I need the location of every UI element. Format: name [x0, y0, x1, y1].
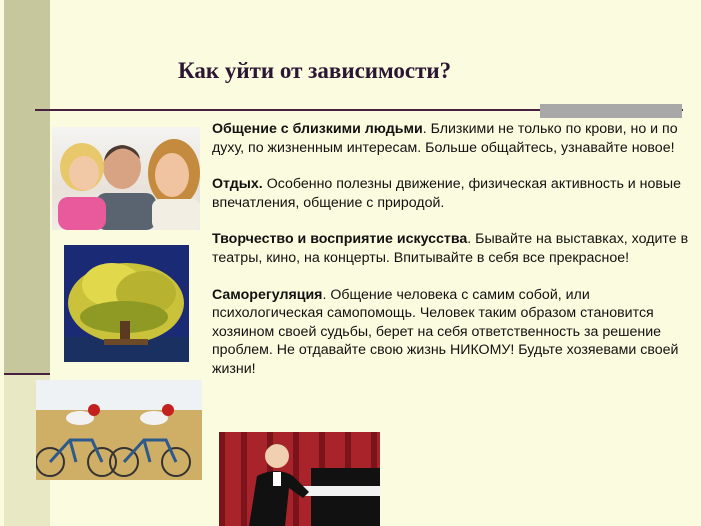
tree-illustration — [64, 245, 189, 362]
cyclists-illustration — [36, 380, 202, 480]
item-heading: Творчество и восприятие искусства — [212, 231, 468, 248]
item-text: . Общение человека с самим собой, или психологическая самопомощь. Человек таким образом становится хозяином своей судьбы, берет на себя ответственность за решение проблем. Не отдавайте свою жизнь НИКОМУ! Будьте хозяевами своей жизни! — [212, 286, 679, 377]
family-photo — [52, 127, 200, 230]
item-text: . Бывайте на выставках, ходите в театры, кино, на концерты. Впитывайте в себя все прекрасное! — [212, 231, 689, 266]
tree-photo — [64, 245, 189, 362]
item-rest — [212, 175, 696, 212]
slide-title: Как уйти от зависимости? — [178, 58, 452, 83]
family-illustration — [52, 127, 200, 230]
item-heading: Общение с близкими людьми — [212, 121, 423, 137]
slide-content — [212, 120, 696, 397]
left-band-divider — [4, 373, 50, 375]
pianist-illustration — [219, 432, 380, 526]
item-self-regulation — [212, 286, 696, 379]
item-heading: Саморегуляция — [212, 286, 323, 303]
item-creativity — [212, 230, 696, 267]
item-communication — [212, 120, 696, 157]
item-heading: Отдых. — [212, 176, 263, 193]
item-text: Особенно полезны движение, физическая активность и новые впечатления, общение с природой. — [212, 176, 682, 211]
cyclists-photo — [36, 380, 202, 480]
pianist-photo — [219, 432, 380, 526]
item-text: . Близкими не только по крови, но и по духу, по жизненным интересам. Больше общайтесь, узнавайте новое! — [212, 121, 678, 156]
title-accent-bar — [540, 104, 682, 118]
